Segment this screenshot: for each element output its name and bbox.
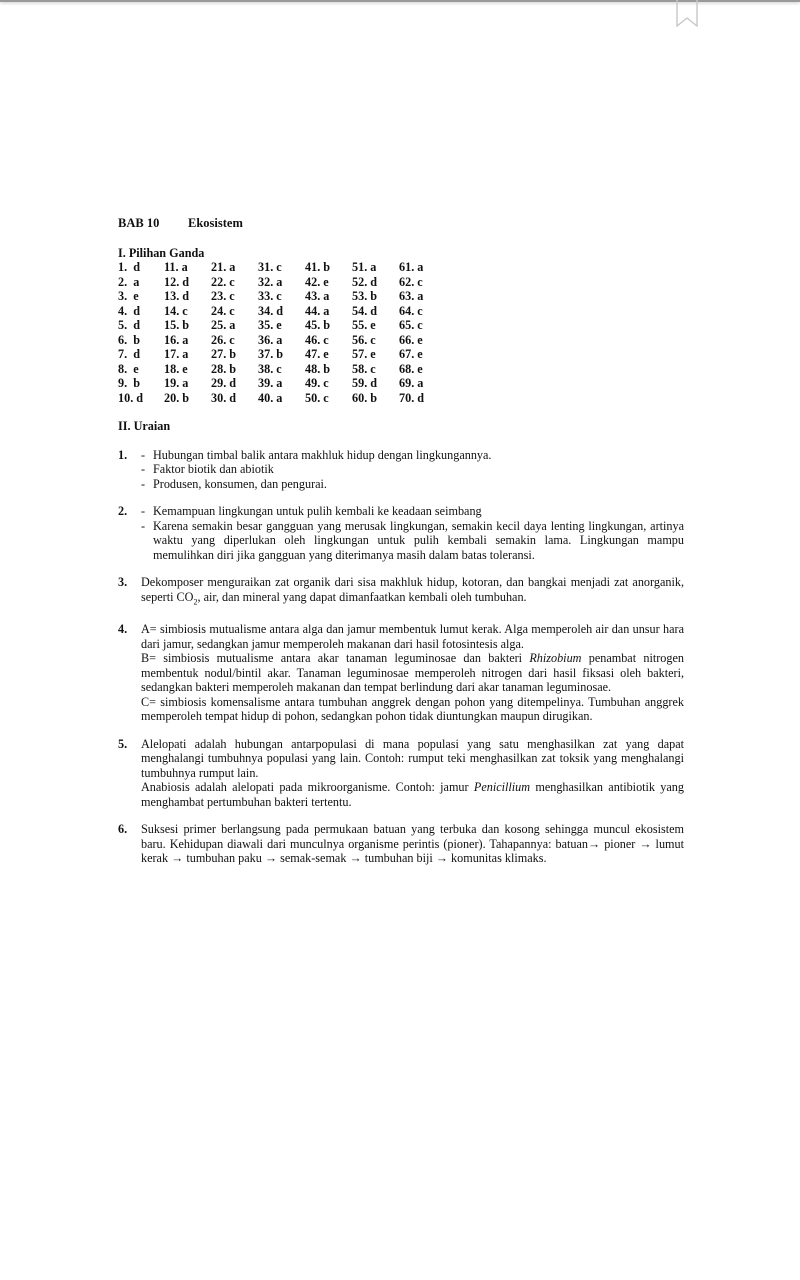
answer-cell: 37. b [258,347,284,361]
answer-cell: 27. b [211,347,237,361]
answer-key-table [118,260,446,405]
question-number: 1. [118,447,128,462]
answer-row [118,304,446,319]
answer-cell: 33. c [258,289,282,303]
document-page [118,216,684,879]
answer-cell: 48. b [305,361,331,376]
answer-cell: 14. c [164,303,188,318]
chapter-title: Ekosistem [188,216,243,230]
answer-part-b: B= simbiosis mutualisme antara akar tanaman leguminosae dan bakteri Rhizobium penambat nitrogen membentuk nodul/bintil akar. Tanaman leguminosae memperoleh nitrogen dari hasil fiksasi oleh bakteri, sedangkan bakteri memperoleh makanan dan tempat berlindung dari akar tanaman leguminosae. [141,651,684,695]
answer-cell: 8. e [118,361,139,376]
answer-part-c: C= simbiosis komensalisme antara tumbuhan anggrek dengan pohon yang ditempelinya. Tumbuhan anggrek memperoleh tempat hidup di pohon, sedangkan pohon tidak diuntungkan maupun dirugikan. [141,694,684,724]
answer-cell: 45. b [305,318,331,332]
answer-cell: 18. e [164,361,188,376]
answer-cell: 1. d [118,260,141,274]
answer-cell: 19. a [164,376,189,390]
answer-cell: 26. c [211,332,235,347]
answer-cell: 5. d [118,318,141,332]
answer-cell: 21. a [211,260,236,274]
answer-cell: 42. e [305,274,329,289]
answer-cell: 54. d [352,303,378,318]
answer-cell: 64. c [399,303,423,318]
answer-cell: 53. b [352,289,378,303]
answer-cell: 52. d [352,274,378,289]
question-number: 2. [118,504,128,518]
answer-cell: 70. d [399,390,425,405]
question-number: 3. [118,575,128,589]
answer-cell: 68. e [399,361,423,376]
answer-row [118,347,446,362]
section-essay-title: II. Uraian [118,419,171,433]
essay-question-5 [118,737,684,810]
answer-row [118,376,446,391]
answer-cell: 28. b [211,361,237,376]
essay-question-2 [118,504,684,562]
answer-cell: 22. c [211,274,235,289]
answer-cell: 67. e [399,347,423,361]
answer-row [118,318,446,333]
answer-cell: 49. c [305,376,329,390]
answer-cell: 66. e [399,332,423,347]
essay-question-3 [118,575,684,609]
answer-cell: 40. a [258,390,283,405]
question-number: 5. [118,736,128,751]
answer-cell: 12. d [164,274,190,289]
answer-cell: 55. e [352,318,376,332]
answer-row [118,260,446,275]
answer-cell: 46. c [305,332,329,347]
answer-paragraph-2: Anabiosis adalah alelopati pada mikroorganisme. Contoh: jamur Penicillium menghasilkan antibiotik yang menghambat pertumbuhan bakteri tertentu. [141,780,684,809]
answer-paragraph-1: Alelopati adalah hubungan antarpopulasi di mana populasi yang satu menghasilkan zat yang dapat menghalangi tumbuhnya populasi yang lain. Contoh: rumput teki menghasilkan zat toksik yang menghalangi tumbuhnya rumput lain. [141,736,684,780]
answer-cell: 16. a [164,332,189,347]
answer-cell: 29. d [211,376,237,390]
answer-cell: 41. b [305,260,331,274]
answer-cell: 60. b [352,390,378,405]
answer-item: - Kemampuan lingkungan untuk pulih kembali ke keadaan seimbang [141,504,684,519]
answer-cell: 24. c [211,303,235,318]
answer-cell: 58. c [352,361,376,376]
answer-cell: 63. a [399,289,424,303]
answer-cell: 17. a [164,347,189,361]
answer-item: - Faktor biotik dan abiotik [141,462,684,477]
answer-cell: 7. d [118,347,141,361]
answer-row [118,289,446,304]
answer-cell: 31. c [258,260,282,274]
question-number: 4. [118,622,128,637]
answer-cell: 32. a [258,274,283,289]
essay-question-1 [118,448,684,492]
answer-cell: 23. c [211,289,235,303]
answer-cell: 47. e [305,347,329,361]
answer-cell: 61. a [399,260,424,274]
answer-cell: 15. b [164,318,190,332]
essay-question-4 [118,622,684,724]
answer-cell: 35. e [258,318,282,332]
answer-cell: 36. a [258,332,283,347]
answer-text: Suksesi primer berlangsung pada permukaan batuan yang terbuka dan kosong sehingga muncul ekosistem baru. Kehidupan diawali dari munculnya organisme perintis (pioner). Tahapannya: batuan→ pioner → lumut kerak → tumbuhan paku → semak-semak → tumbuhan biji → komunitas klimaks. [141,822,684,866]
answer-cell: 43. a [305,289,330,303]
chapter-heading [118,216,684,231]
answer-cell: 30. d [211,390,237,405]
answer-cell: 38. c [258,361,282,376]
answer-cell: 62. c [399,274,423,289]
answer-cell: 57. e [352,347,376,361]
chapter-number: BAB 10 [118,216,160,230]
answer-cell: 51. a [352,260,377,274]
answer-cell: 13. d [164,289,190,303]
essay-question-6 [118,822,684,866]
answer-cell: 6. b [118,332,141,347]
answer-text: Dekomposer menguraikan zat organik dari sisa makhluk hidup, kotoran, dan bangkai menjadi zat anorganik, seperti $CO_2$, air, dan mineral yang dapat dimanfaatkan kembali oleh tumbuhan. [141,575,684,606]
answer-row [118,391,446,406]
answer-part-a: A= simbiosis mutualisme antara alga dan jamur membentuk lumut kerak. Alga memperoleh air dan unsur hara dari jamur, sedangkan jamur memperoleh makanan dari hasil fotosintesis alga. [141,622,684,651]
answer-item: - Produsen, konsumen, dan pengurai. [141,477,684,492]
question-number: 6. [118,822,128,837]
answer-cell: 11. a [164,260,188,274]
answer-cell: 59. d [352,376,378,390]
answer-cell: 2. a [118,274,140,289]
answer-cell: 50. c [305,390,329,405]
section-multiple-choice-title: I. Pilihan Ganda [118,245,205,260]
answer-cell: 9. b [118,376,141,390]
answer-cell: 34. d [258,303,284,318]
answer-cell: 20. b [164,390,190,405]
answer-item: - Karena semakin besar gangguan yang merusak lingkungan, semakin kecil daya lenting lingkungan, artinya waktu yang diperlukan oleh lingkungan untuk pulih kembali semakin lama. Lingkungan mampu memulihkan diri jika gangguan yang diterimanya masih dalam batas toleransi. [141,519,684,563]
answer-row [118,275,446,290]
answer-row [118,333,446,348]
answer-cell: 69. a [399,376,424,390]
answer-cell: 65. c [399,318,423,332]
answer-item: - Hubungan timbal balik antara makhluk hidup dengan lingkungannya. [141,448,684,463]
answer-cell: 56. c [352,332,376,347]
answer-cell: 10. d [118,390,144,405]
bookmark-icon[interactable] [676,0,698,27]
answer-cell: 3. e [118,289,139,303]
answer-row [118,362,446,377]
answer-cell: 39. a [258,376,283,390]
answer-cell: 25. a [211,318,236,332]
answer-cell: 4. d [118,303,141,318]
answer-cell: 44. a [305,303,330,318]
